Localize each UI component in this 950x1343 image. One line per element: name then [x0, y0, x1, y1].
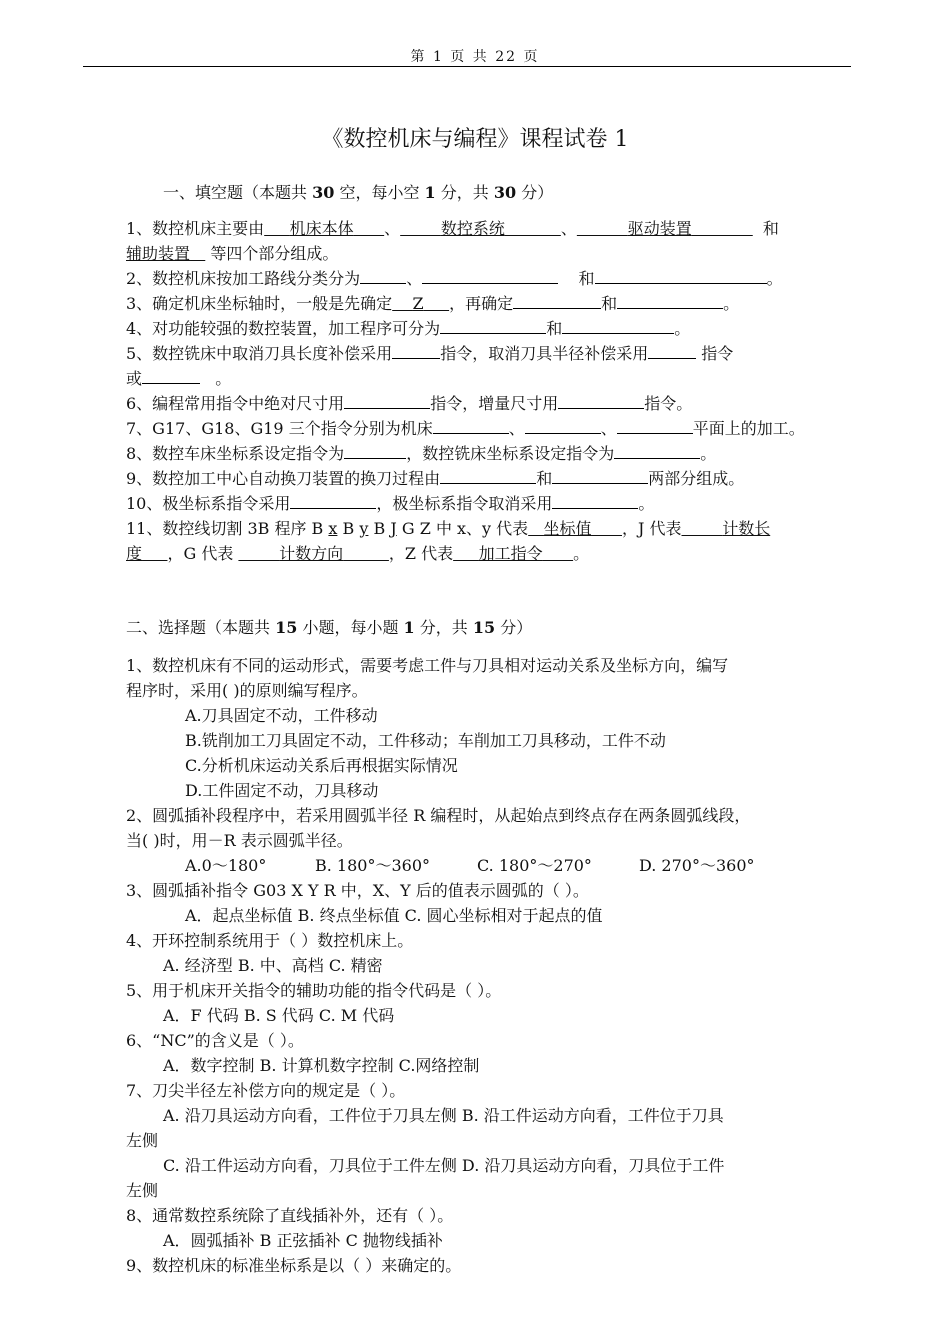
- choice-q1-option-a: A.刀具固定不动，工件移动: [185, 706, 378, 725]
- fill-q5-line1: 5、数控铣床中取消刀具长度补偿采用 指令，取消刀具半径补偿采用 指令: [126, 344, 734, 363]
- choice-q3-options: A．起点坐标值 B. 终点坐标值 C. 圆心坐标相对于起点的值: [185, 906, 603, 925]
- choice-q1-option-b: B.铣削加工刀具固定不动，工件移动；车削加工刀具移动，工件不动: [185, 731, 666, 750]
- choice-q4-options: A. 经济型 B. 中、高档 C. 精密: [163, 956, 383, 975]
- choice-q6-options: A．数字控制 B. 计算机数字控制 C.网络控制: [163, 1056, 480, 1075]
- exam-title: 《数控机床与编程》课程试卷 1: [321, 127, 629, 152]
- section2-heading: 二、选择题（本题共 15 小题，每小题 1 分，共 15 分）: [126, 618, 533, 637]
- choice-q2-line1: 2、圆弧插补段程序中，若采用圆弧半径 R 编程时，从起始点到终点存在两条圆弧线段，: [126, 806, 751, 825]
- choice-q9: 9、数控机床的标准坐标系是以（ ）来确定的。: [126, 1256, 462, 1275]
- choice-q2-option-c: C. 180°～270°: [477, 856, 592, 875]
- choice-q2-option-b: B. 180°～360°: [315, 856, 431, 875]
- choice-q1-line2: 程序时，采用( )的原则编写程序。: [126, 681, 368, 700]
- choice-q7-options-cd-cont: 左侧: [126, 1181, 159, 1200]
- choice-q1-option-c: C.分析机床运动关系后再根据实际情况: [185, 756, 458, 775]
- choice-q7: 7、刀尖半径左补偿方向的规定是（ ）。: [126, 1081, 406, 1100]
- choice-q4: 4、开环控制系统用于（ ）数控机床上。: [126, 931, 414, 950]
- fill-q7: 7、G17、G18、G19 三个指令分别为机床 、 、 平面上的加工。: [126, 419, 805, 438]
- fill-q2: 2、数控机床按加工路线分类分为 、 和 。: [126, 269, 783, 288]
- fill-q3: 3、确定机床坐标轴时，一般是先确定 Z ，再确定 和 。: [126, 294, 740, 313]
- choice-q3: 3、圆弧插补指令 G03 X Y R 中，X、Y 后的值表示圆弧的（ ）。: [126, 881, 589, 900]
- fill-q11-line1: 11、数控线切割 3B 程序 B x B y B J G Z 中 x、y 代表 坐标值 ，J 代表 计数长: [126, 519, 771, 538]
- choice-q6: 6、“NC”的含义是（ ）。: [126, 1031, 304, 1050]
- fill-q5-line2: 或 。: [126, 369, 232, 388]
- fill-q9: 9、数控加工中心自动换刀装置的换刀过程由 和 两部分组成。: [126, 469, 745, 488]
- choice-q1-line1: 1、数控机床有不同的运动形式，需要考虑工件与刀具相对运动关系及坐标方向，编写: [126, 656, 729, 675]
- choice-q7-options-cd: C. 沿工件运动方向看，刀具位于工件左侧 D. 沿刀具运动方向看，刀具位于工件: [163, 1156, 725, 1175]
- choice-q7-options-ab-cont: 左侧: [126, 1131, 159, 1150]
- fill-q1-line2: 辅助装置 等四个部分组成。: [126, 244, 339, 263]
- choice-q7-options-ab: A. 沿刀具运动方向看，工件位于刀具左侧 B. 沿工件运动方向看，工件位于刀具: [163, 1106, 724, 1125]
- choice-q2-option-a: A.0～180°: [185, 856, 267, 875]
- fill-q4: 4、对功能较强的数控装置，加工程序可分为 和 。: [126, 319, 691, 338]
- choice-q5-options: A．F 代码 B. S 代码 C. M 代码: [163, 1006, 395, 1025]
- choice-q8-options: A．圆弧插补 B 正弦插补 C 抛物线插补: [163, 1231, 443, 1250]
- page-header: 第 1 页 共 22 页: [410, 49, 540, 65]
- fill-q8: 8、数控车床坐标系设定指令为 ，数控铣床坐标系设定指令为 。: [126, 444, 717, 463]
- choice-q2-option-d: D. 270°～360°: [639, 856, 755, 875]
- fill-q10: 10、极坐标系指令采用 ，极坐标系指令取消采用 。: [126, 494, 655, 513]
- choice-q1-option-d: D.工件固定不动，刀具移动: [185, 781, 379, 800]
- fill-q1-line1: 1、数控机床主要由 机床本体 、 数控系统 、 驱动装置 和: [126, 219, 779, 238]
- choice-q8: 8、通常数控系统除了直线插补外，还有（ ）。: [126, 1206, 454, 1225]
- fill-q6: 6、编程常用指令中绝对尺寸用 指令，增量尺寸用 指令。: [126, 394, 693, 413]
- fill-q11-line2: 度 ，G 代表 计数方向 ，Z 代表 加工指令 。: [126, 544, 590, 563]
- choice-q2-line2: 当( )时，用－R 表示圆弧半径。: [126, 831, 353, 850]
- header-rule: [83, 66, 851, 67]
- choice-q5: 5、用于机床开关指令的辅助功能的指令代码是（ ）。: [126, 981, 502, 1000]
- section1-heading: 一、填空题（本题共 30 空，每小空 1 分，共 30 分）: [163, 183, 554, 202]
